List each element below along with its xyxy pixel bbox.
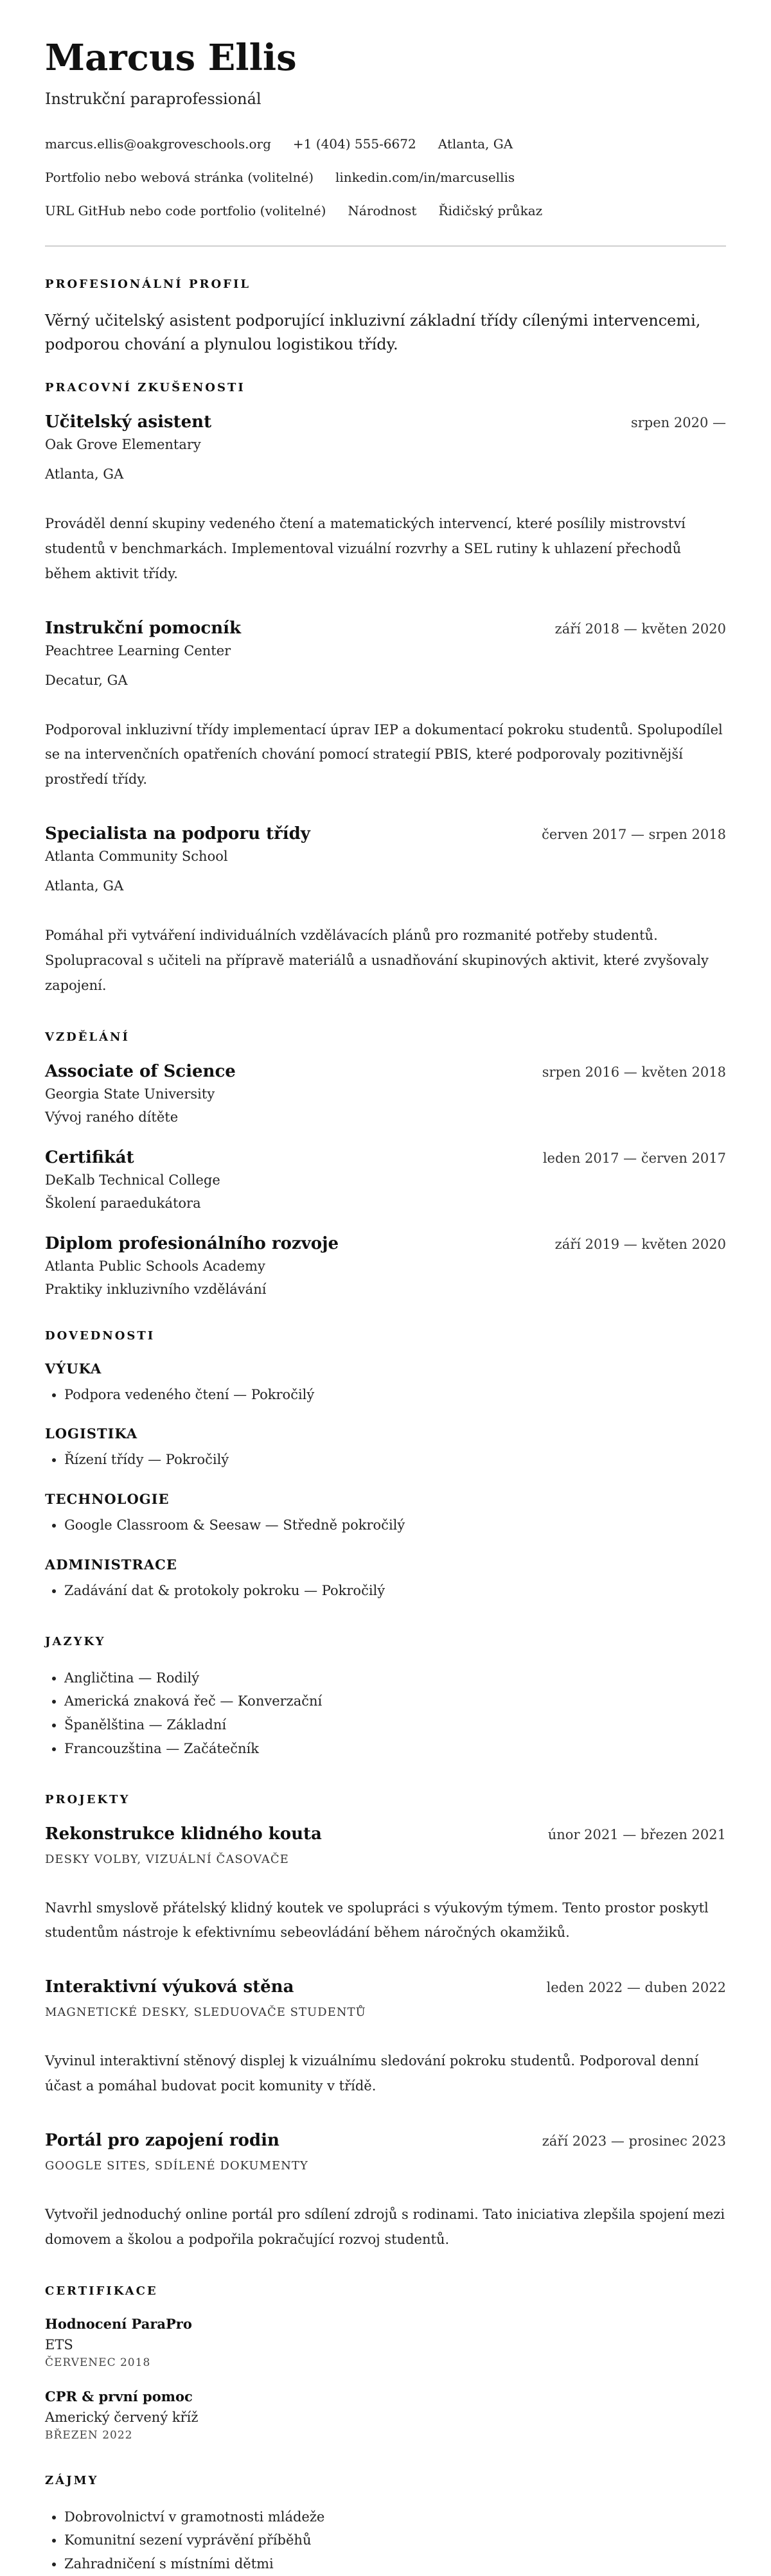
education-date: srpen 2016 — květen 2018 [542, 1064, 726, 1080]
certification-issuer: Americký červený kříž [45, 2409, 199, 2425]
field-of-study: Školení paraedukátora [45, 1195, 201, 1211]
school-name: Atlanta Public Schools Academy [45, 1258, 265, 1274]
skill-item: • Google Classroom & Seesaw — Středně pokročilý [64, 1513, 726, 1537]
experience-section [45, 381, 726, 998]
projects-heading: PROJEKTY [45, 1792, 130, 1806]
job-description: Podporoval inkluzivní třídy implementací úprav IEP a dokumentací pokroku studentů. Spolupodílel se na intervenčních opatřeních chování pomocí strategií PBIS, které podporovaly pozitivnější prostředí třídy. [45, 721, 723, 788]
interest-item: • Komunitní sezení vyprávění příběhů [64, 2528, 726, 2552]
interest-item: • Zahradničení s místními dětmi [64, 2552, 726, 2576]
project-title: Portál pro zapojení rodin [45, 2130, 279, 2150]
project-description: Navrhl smyslově přátelský klidný koutek ve spolupráci s výukovým týmem. Tento prostor poskytl studentům nástroje k efektivnímu sebeovládání během náročných okamžiků. [45, 1900, 709, 1941]
contact-phone[interactable]: +1 (404) 555-6672 [292, 136, 416, 152]
skill-category: LOGISTIKA [45, 1425, 138, 1442]
degree-title: Diplom profesionálního rozvoje [45, 1233, 339, 1253]
profile-heading: PROFESIONÁLNÍ PROFIL [45, 277, 251, 291]
certification-name: CPR & první pomoc [45, 2388, 193, 2404]
skill-list [45, 1513, 726, 1537]
job-date: září 2018 — květen 2020 [554, 621, 726, 637]
project-date: leden 2022 — duben 2022 [546, 1980, 726, 1996]
job-employer: Peachtree Learning Center [45, 642, 231, 658]
skill-item: • Řízení třídy — Pokročilý [64, 1448, 726, 1472]
education-date: leden 2017 — červen 2017 [542, 1150, 726, 1166]
language-item: • Americká znaková řeč — Konverzační [64, 1689, 726, 1713]
interests-section [45, 2474, 726, 2576]
field-of-study: Vývoj raného dítěte [45, 1109, 179, 1125]
job-description: Prováděl denní skupiny vedeného čtení a matematických intervencí, které posílily mistrovství studentů v benchmarkách. Implementoval vizuální rozvrhy a SEL rutiny k uhlazení přechodů během aktivit třídy. [45, 515, 686, 581]
certification-issuer: ETS [45, 2336, 73, 2352]
field-of-study: Praktiky inkluzivního vzdělávání [45, 1281, 267, 1297]
skill-list [45, 1579, 726, 1603]
language-item: • Francouzština — Začátečník [64, 1737, 726, 1761]
certification-date: BŘEZEN 2022 [45, 2428, 133, 2442]
contact-github[interactable]: URL GitHub nebo code portfolio (volitelné) [45, 202, 326, 218]
profile-summary: Věrný učitelský asistent podporující inkluzivní základní třídy cílenými intervencemi, podporou chování a plynulou logistikou třídy. [45, 311, 701, 353]
school-name: DeKalb Technical College [45, 1172, 220, 1188]
contact-driving-license: Řidičský průkaz [438, 202, 543, 218]
profile-section [45, 278, 726, 357]
skill-list [45, 1383, 726, 1407]
interests-heading: ZÁJMY [45, 2473, 99, 2487]
experience-entry [45, 619, 726, 793]
contact-row-2 [45, 170, 726, 185]
language-list [45, 1666, 726, 1761]
language-item: • Angličtina — Rodilý [64, 1666, 726, 1690]
contact-location: Atlanta, GA [438, 136, 513, 152]
education-heading: VZDĚLÁNÍ [45, 1030, 130, 1044]
school-name: Georgia State University [45, 1086, 215, 1102]
job-title: Instrukční pomocník [45, 618, 241, 638]
interest-item: • Dobrovolnictví v gramotnosti mládeže [64, 2505, 726, 2529]
skill-category: VÝUKA [45, 1360, 102, 1377]
skill-item: • Zadávání dat & protokoly pokroku — Pokročilý [64, 1579, 726, 1603]
interest-list [45, 2505, 726, 2576]
experience-heading: PRACOVNÍ ZKUŠENOSTI [45, 380, 245, 394]
skill-item: • Podpora vedeného čtení — Pokročilý [64, 1383, 726, 1407]
project-tools: MAGNETICKÉ DESKY, SLEDUOVAČE STUDENTŮ [45, 2006, 366, 2020]
project-tools: DESKY VOLBY, VIZUÁLNÍ ČASOVAČE [45, 1852, 289, 1866]
job-employer: Oak Grove Elementary [45, 436, 201, 452]
contact-row-3 [45, 203, 726, 218]
candidate-subtitle: Instrukční paraprofessionál [45, 89, 261, 108]
project-title: Interaktivní výuková stěna [45, 1977, 294, 1997]
certifications-heading: CERTIFIKACE [45, 2284, 158, 2298]
project-entry [45, 1824, 726, 1946]
certification-entry [45, 2388, 726, 2442]
certification-date: ČERVENEC 2018 [45, 2356, 151, 2369]
skill-list [45, 1448, 726, 1472]
project-date: únor 2021 — březen 2021 [547, 1826, 726, 1842]
certification-name: Hodnocení ParaPro [45, 2315, 192, 2332]
job-title: Specialista na podporu třídy [45, 824, 310, 844]
experience-entry [45, 412, 726, 587]
contact-portfolio[interactable]: Portfolio nebo webová stránka (volitelné) [45, 169, 314, 185]
job-location: Atlanta, GA [45, 878, 124, 894]
education-entry [45, 1234, 726, 1297]
project-tools: GOOGLE SITES, SDÍLENÉ DOKUMENTY [45, 2158, 308, 2173]
languages-section [45, 1635, 726, 1761]
job-date: červen 2017 — srpen 2018 [542, 827, 726, 843]
degree-title: Certifikát [45, 1147, 134, 1167]
projects-section [45, 1793, 726, 2252]
job-employer: Atlanta Community School [45, 849, 228, 865]
header-divider [45, 245, 726, 247]
job-date: srpen 2020 — [630, 414, 726, 430]
education-entry [45, 1062, 726, 1125]
contact-row-1 [45, 136, 726, 152]
certification-entry [45, 2316, 726, 2369]
job-location: Decatur, GA [45, 672, 128, 688]
contact-nationality: Národnost [348, 202, 417, 218]
languages-heading: JAZYKY [45, 1634, 106, 1648]
education-date: září 2019 — květen 2020 [554, 1236, 726, 1252]
job-title: Učitelský asistent [45, 412, 212, 432]
job-location: Atlanta, GA [45, 466, 124, 482]
job-description: Pomáhal při vytváření individuálních vzdělávacích plánů pro rozmanité potřeby studentů. Spolupracoval s učiteli na přípravě materiálů a usnadňování skupinových aktivit, které zvyšovaly zapojení. [45, 928, 709, 993]
skills-heading: DOVEDNOSTI [45, 1328, 155, 1343]
project-description: Vytvořil jednoduchý online portál pro sdílení zdrojů s rodinami. Tato iniciativa zlepšila spojení mezi domovem a školou a podpořila pokračující rozvoj studentů. [45, 2206, 725, 2247]
project-title: Rekonstrukce klidného kouta [45, 1824, 322, 1844]
skill-category: ADMINISTRACE [45, 1556, 177, 1573]
contact-linkedin[interactable]: linkedin.com/in/marcusellis [335, 169, 515, 185]
project-entry [45, 2131, 726, 2252]
project-description: Vyvinul interaktivní stěnový displej k vizuálnímu sledování pokroku studentů. Podporoval denní účast a pomáhal budovat pocit komunity v třídě. [45, 2053, 699, 2094]
contact-email[interactable]: marcus.ellis@oakgroveschools.org [45, 136, 271, 152]
experience-entry [45, 824, 726, 998]
language-item: • Španělština — Základní [64, 1713, 726, 1737]
skills-section [45, 1329, 726, 1603]
candidate-name: Marcus Ellis [45, 37, 297, 79]
skill-category: TECHNOLOGIE [45, 1491, 170, 1508]
project-date: září 2023 — prosinec 2023 [542, 2133, 726, 2149]
degree-title: Associate of Science [45, 1061, 236, 1081]
education-section [45, 1030, 726, 1297]
education-entry [45, 1148, 726, 1211]
certifications-section [45, 2284, 726, 2442]
project-entry [45, 1977, 726, 2099]
